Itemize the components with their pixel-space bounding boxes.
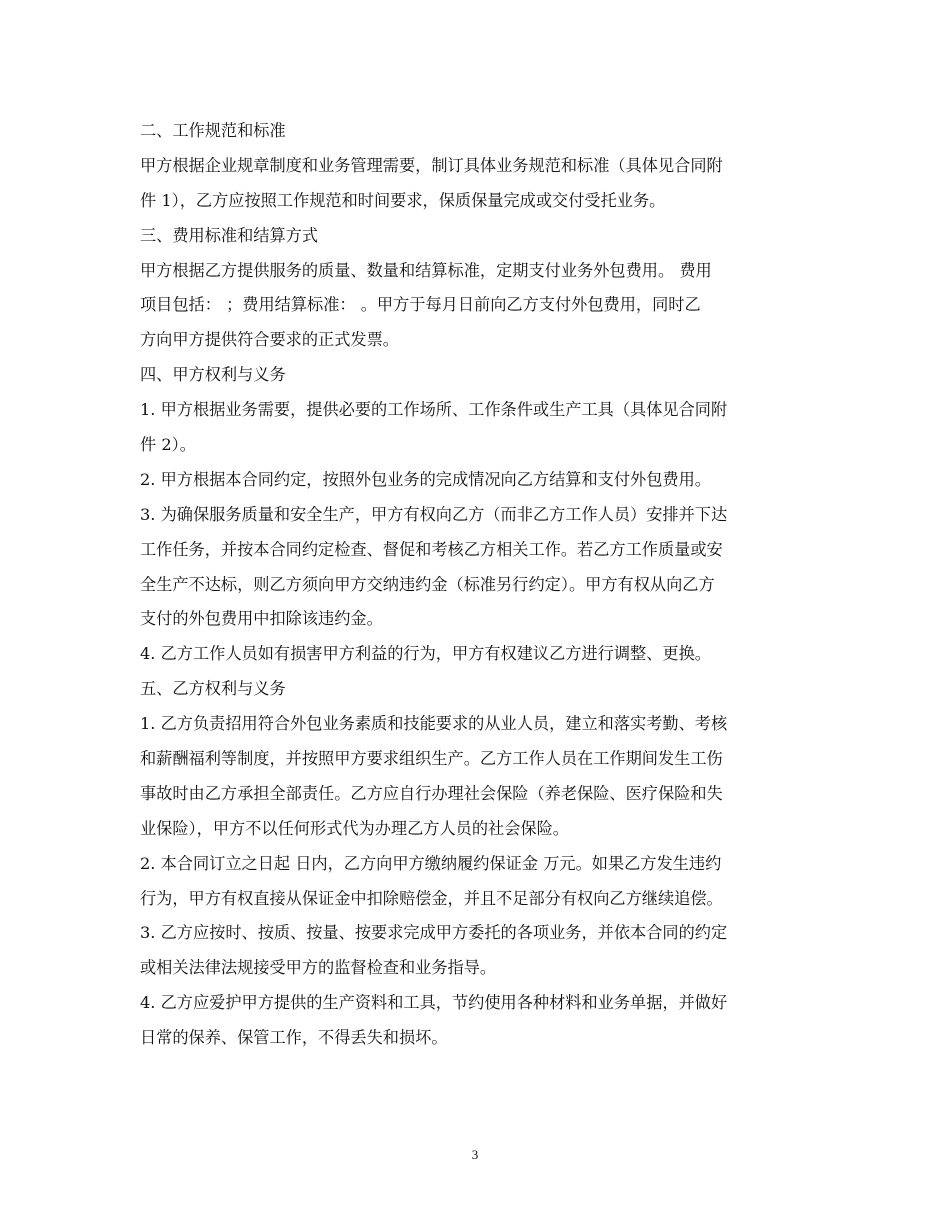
clause-line: 2. 本合同订立之日起 日内，乙方向甲方缴纳履约保证金 万元。如果乙方发生违约 xyxy=(140,853,722,873)
clause-line: 3. 乙方应按时、按质、按量、按要求完成甲方委托的各项业务，并依本合同的约定 xyxy=(140,923,728,943)
clause-line: 事故时由乙方承担全部责任。乙方应自行办理社会保险（养老保险、医疗保险和失 xyxy=(140,783,723,803)
clause-line: 4. 乙方应爱护甲方提供的生产资料和工具，节约使用各种材料和业务单据，并做好 xyxy=(140,993,728,1013)
clause-line: 业保险），甲方不以任何形式代为办理乙方人员的社会保险。 xyxy=(140,818,569,838)
clause-line: 或相关法律法规接受甲方的监督检查和业务指导。 xyxy=(140,958,497,978)
clause-line: 1. 甲方根据业务需要，提供必要的工作场所、工作条件或生产工具（具体见合同附 xyxy=(140,400,728,420)
clause-line: 2. 甲方根据本合同约定，按照外包业务的完成情况向乙方结算和支付外包费用。 xyxy=(140,469,711,489)
clause-line: 行为，甲方有权直接从保证金中扣除赔偿金，并且不足部分有权向乙方继续追偿。 xyxy=(140,888,723,908)
clause-line: 工作任务，并按本合同约定检查、督促和考核乙方相关工作。若乙方工作质量或安 xyxy=(140,539,723,559)
paragraph-line: 件 1），乙方应按照工作规范和时间要求，保质保量完成或交付受托业务。 xyxy=(140,190,666,210)
paragraph-line: 甲方根据乙方提供服务的质量、数量和结算标准，定期支付业务外包费用。 费用 xyxy=(140,260,712,280)
section-heading-party-b-rights: 五、乙方权利与义务 xyxy=(140,679,286,699)
clause-line: 全生产不达标，则乙方须向甲方交纳违约金（标准另行约定）。甲方有权从向乙方 xyxy=(140,574,715,594)
section-heading-fees-settlement: 三、费用标准和结算方式 xyxy=(140,225,319,245)
clause-line: 3. 为确保服务质量和安全生产，甲方有权向乙方（而非乙方工作人员）安排并下达 xyxy=(140,504,728,524)
clause-line: 件 2）。 xyxy=(140,435,196,455)
clause-line: 4. 乙方工作人员如有损害甲方利益的行为，甲方有权建议乙方进行调整、更换。 xyxy=(140,644,711,664)
clause-line: 日常的保养、保管工作，不得丢失和损坏。 xyxy=(140,1028,448,1048)
page-number: 3 xyxy=(471,1147,479,1162)
clause-line: 和薪酬福利等制度，并按照甲方要求组织生产。乙方工作人员在工作期间发生工伤 xyxy=(140,749,723,769)
page-body xyxy=(140,114,816,1056)
paragraph-line: 甲方根据企业规章制度和业务管理需要，制订具体业务规范和标准（具体见合同附 xyxy=(140,155,723,175)
clause-line: 支付的外包费用中扣除该违约金。 xyxy=(140,609,383,629)
section-heading-party-a-rights: 四、甲方权利与义务 xyxy=(140,365,286,385)
clause-line: 1. 乙方负责招用符合外包业务素质和技能要求的从业人员，建立和落实考勤、考核 xyxy=(140,714,728,734)
paragraph-line: 项目包括： ；费用结算标准： 。甲方于每月日前向乙方支付外包费用，同时乙 xyxy=(140,295,701,315)
paragraph-line: 方向甲方提供符合要求的正式发票。 xyxy=(140,330,399,350)
section-heading-work-standards: 二、工作规范和标准 xyxy=(140,121,286,140)
